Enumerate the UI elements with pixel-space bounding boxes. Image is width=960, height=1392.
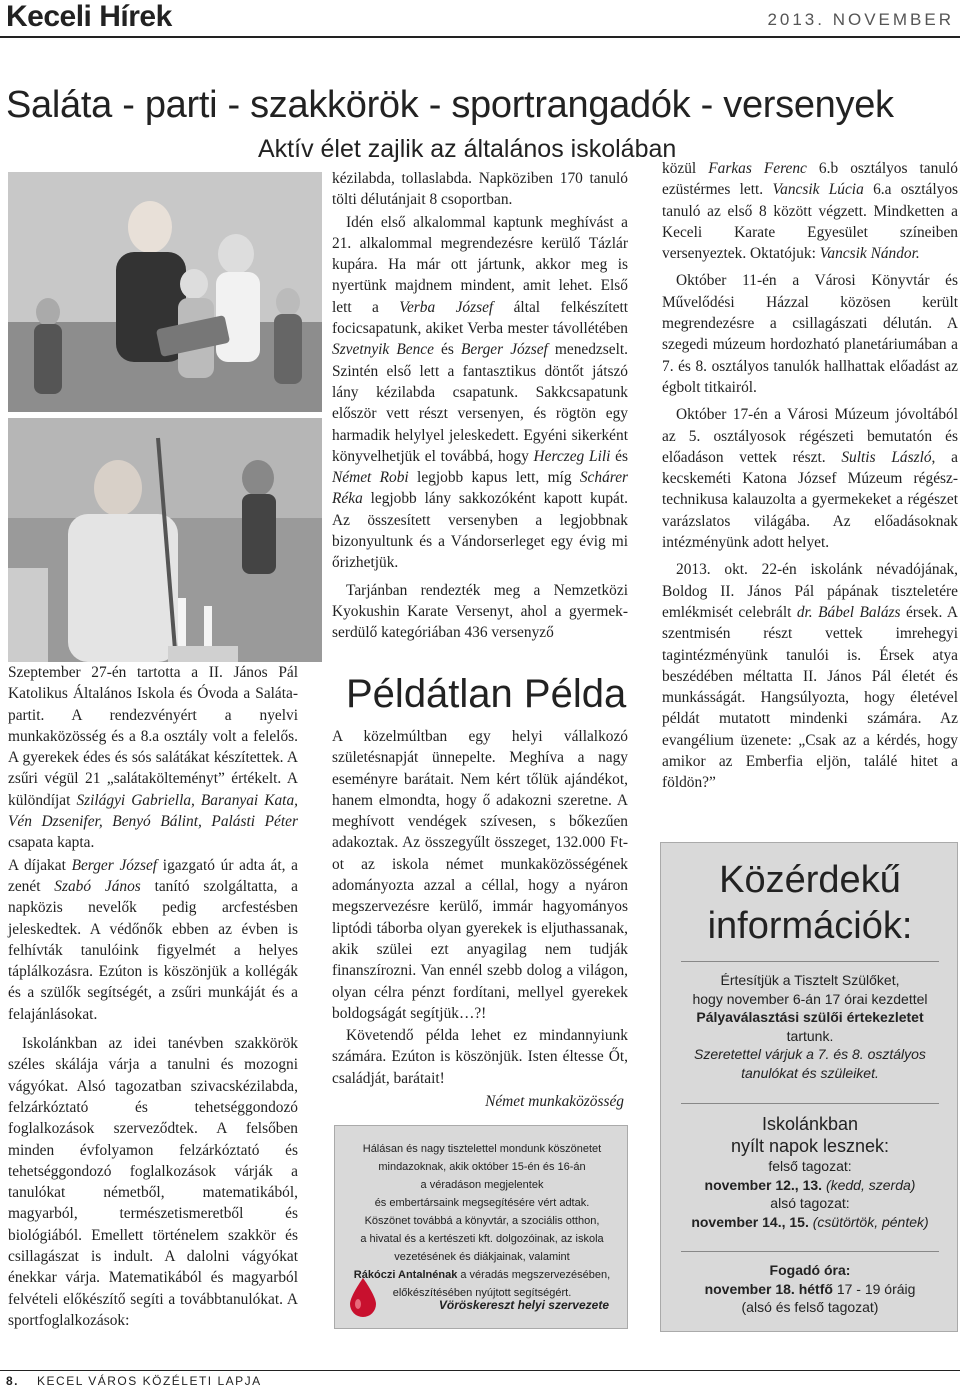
article-pelda xyxy=(332,726,628,1090)
info-line: alsó tagozat: xyxy=(770,1195,850,1211)
text-run: , a kecskeméti Katona József Múzeum régész-technikusa kalauzolta a gyermekeket a régészet varázslatos világába. Az előadásoknak intézményünk adott helyet. xyxy=(662,448,958,552)
divider xyxy=(681,1103,939,1104)
person-name: Német Robi xyxy=(332,469,409,487)
info-line: hogy november 6-án 17 órai kezdettel xyxy=(692,990,928,1007)
blood-drop-icon xyxy=(347,1276,379,1318)
notice-line xyxy=(341,1266,623,1284)
text-run: tanító szolgáltatta, a napközis nevelők pedig arcfestésben jeleskedtek. A védőnők ebben az évben is felhívták tanulóink figyelmét a helyes táplálkozásra. Ezúton is köszönjük a kollégák és a szülők segítségét, a zsűri munkáját és a felajánlásokat. xyxy=(8,877,298,1023)
info-line xyxy=(661,1280,959,1299)
info-line xyxy=(661,1213,959,1232)
open-days-notice xyxy=(661,1113,959,1231)
person-name: Herczeg Lili xyxy=(533,447,611,465)
team-names: Szilágyi Gabriella, Baranyai Kata, Vén Dzsenifer, Benyó Bálint, Palásti Péter xyxy=(8,791,298,831)
info-line: Értesítjük a Tisztelt Szülőket, xyxy=(720,972,900,988)
person-name: Sultis László xyxy=(841,448,932,466)
paragraph-astronomy: Október 11-én a Városi Könyvtár és Művelődési Házzal közösen került megrendezésre a csillagászati délután. A szegedi múzeum hordozható planetáriumában a 7. és 8. osztályos tanulók hallhattak előadást az égbolt titkairól. xyxy=(662,272,958,396)
text-run: és xyxy=(610,447,628,465)
time-text: 17 - 19 óráig xyxy=(832,1280,916,1297)
text-run: és xyxy=(433,341,461,359)
info-line: Pályaválasztási szülői értekezletet xyxy=(696,1009,924,1025)
person-name: Vancsik Lúcia xyxy=(772,181,864,199)
text-run: közül xyxy=(662,160,709,177)
text-run: csapata kapta. xyxy=(8,834,95,852)
photo-salad-party xyxy=(8,172,322,412)
paragraph-museum xyxy=(662,404,958,553)
text-run: a véradás megszervezésében, xyxy=(457,1269,611,1281)
notice-signature: Vöröskereszt helyi szervezete xyxy=(438,1298,609,1312)
notice-line: előkészítésében nyújtott segítségért. xyxy=(392,1287,572,1299)
info-line: felső tagozat: xyxy=(768,1158,852,1174)
photo-salad-party-illustration xyxy=(8,172,322,412)
text-run: érsek. A szentmisén részt vettek imrehegyi tagintézményünk tanulói is. Érsek atya beszédében méltatta II. János Pál életét és munkásságát. Hangsúlyozta, hogy életével példát mutatott mindenki számára. Az evangélium üzenete: „Csak az a kérdés, hogy amikor az Emberfia eljön, találé hitet a földön?” xyxy=(662,603,959,792)
masthead-title: Keceli Hírek xyxy=(6,0,172,33)
notice-line: a véradáson megjelentek xyxy=(420,1179,544,1191)
article-column-2 xyxy=(332,168,628,645)
person-name: Vancsik Nándor. xyxy=(819,245,920,263)
person-name: dr. Bábel Balázs xyxy=(796,603,901,621)
text-run: Szeptember 27-én tartotta a II. János Pál Katolikus Általános Iskola és Óvoda a Saláta-partit. A rendezvényért a nyelvi munkaközösség és a 8.a osztály volt a felelős. A gyerekek édes és sós salátákat készítettek. A zsűri végül 21 „salátakölteményt” értékelt. A különdíjat xyxy=(8,664,298,809)
section-title-pelda: Példátlan Példa xyxy=(346,672,627,716)
paragraph-donation: A közelmúltban egy helyi vállalkozó születésnapját ünnepelte. Meghíva a nagy eseményre barátait. Nem kért tőlük ajándékot, hanem elmondta, hogy ő adakozni szeretne. A meghívott vendégek szívesen, s bőkezűen adakoztak. Az összegyűlt összeget, 132.000 Ft-ot az iskola német munkaközösségének adományozta azzal a céllal, hogy a nyáron megszervezésre kerülő, immár hagyományos liptódi táborba olyan gyerekek is eljuthassanak, akik szülei ezt anyagilag nem tudják finanszírozni. Van ennél szebb dolog a világon, olyan célra pénzt fordítani, mellyel gyerekek boldogságát segítjük…?! xyxy=(332,728,628,1022)
photo-memorial-mass xyxy=(8,418,322,662)
text-run: legjobb kapus lett, míg xyxy=(408,469,580,487)
date-text: november 12., 13. xyxy=(704,1176,823,1193)
info-line: Iskolánkban xyxy=(761,1114,859,1134)
text-run: 2013. okt. 22-én iskolánk névadójának, Boldog II. János Pál pápának tiszteletére emlékmisét celebrált xyxy=(662,561,958,621)
person-name: Berger József xyxy=(71,856,158,874)
notice-line: mindazoknak, akik október 15-én és 16-án xyxy=(378,1161,586,1173)
text-run: legjobb lány sakkozóként kapott kupát. Az összesített versenyben a legjobbnak bizonyultunk és a Vándorserleget egy évig mi őrizhetjük. xyxy=(332,490,628,572)
weekday-text: (csütörtök, péntek) xyxy=(808,1213,929,1230)
photo-memorial-mass-illustration xyxy=(8,418,322,662)
person-name: Szvetnyik Bence xyxy=(332,341,434,359)
person-name: Rákóczi Antalnénak xyxy=(353,1269,458,1281)
publication-name: KECEL VÁROS KÖZÉLETI LAPJA xyxy=(37,1374,262,1388)
info-line: tartunk. xyxy=(786,1027,834,1044)
person-name: Farkas Ferenc xyxy=(708,160,807,177)
notice-text xyxy=(341,1140,623,1302)
person-name: Szabó János xyxy=(54,877,141,895)
page-footer xyxy=(6,1374,262,1388)
info-title-line: Közérdekű xyxy=(719,859,901,901)
article-column-3 xyxy=(662,158,958,795)
info-line: Szeretettel várjuk a 7. és 8. osztályos xyxy=(694,1046,926,1062)
text-run: A díjakat xyxy=(8,856,72,874)
notice-line: és embertársaink megsegítésére vért adtak. xyxy=(374,1197,590,1209)
article-column-1 xyxy=(8,662,298,1332)
info-box-title xyxy=(661,857,959,949)
weekday-text: (kedd, szerda) xyxy=(822,1176,916,1193)
person-name: Verba József xyxy=(399,298,494,316)
text-run: Október 17-én a Városi Múzeum jóvoltából az 5. osztályosok régészeti bemutatón és előadáson vettek részt. xyxy=(662,406,958,466)
article-subheadline: Aktív élet zajlik az általános iskolában xyxy=(258,135,677,163)
paragraph-salad-party xyxy=(8,662,298,854)
notice-line: Hálásan és nagy tisztelettel mondunk köszönetet xyxy=(362,1143,602,1155)
page-number: 8. xyxy=(6,1374,20,1388)
paragraph-clubs: Iskolánkban az idei tanévben szakkörök széles skálája várja a tanulni és mozogni vágyókat. Alsó tagozatban szivacskézilabda, felzárkóztató és tehetséggondozó foglalkozások szerveződtek. A felsőben minden évfolyamon felzárkóztató és tehetséggondozó foglalkozások várják a tanulókat németből, matematikából, magyarból, természetismeretből és biológiából. Emellett történelem szakkör és csillagászat is indult. A dalolni vágyókat énekkar várja. Matematikából és magyarból felvételi előkészítő segíti a továbbtanulókat. A sportfoglalkozások: xyxy=(8,1035,298,1329)
info-title-line: információk: xyxy=(707,905,913,947)
notice-line: a hivatal és a kertészeti kft. dolgozóinak, az iskola xyxy=(360,1233,604,1245)
paragraph-thanks: Követendő példa lehet ez mindannyiunk számára. Ezúton is köszönjük. Isten éltesse Őt, családját, barátait! xyxy=(332,1027,628,1087)
info-line: Fogadó óra: xyxy=(769,1262,851,1278)
text-run: által felkészített focicsapatunk, akiket Verba mester távollétében xyxy=(332,298,628,338)
paragraph-karate-results xyxy=(662,158,958,264)
info-line: (alsó és felső tagozat) xyxy=(741,1299,879,1315)
paragraph-karate: Tarjánban rendezték meg a Nemzetközi Kyokushin Karate Versenyt, ahol a gyermek-serdülő kategóriában 436 versenyző xyxy=(332,581,628,642)
public-info-box xyxy=(660,842,958,1332)
issue-date: 2013. NOVEMBER xyxy=(767,10,954,29)
blood-donation-notice xyxy=(334,1125,628,1329)
article-headline: Saláta - parti - szakkörök - sportrangadók - versenyek xyxy=(6,84,894,126)
masthead xyxy=(0,0,960,38)
parent-meeting-notice xyxy=(661,971,959,1082)
notice-line: Köszönet továbbá a könyvtár, a szociális otthon, xyxy=(364,1215,600,1227)
text-run: 6.b osztályos tanuló ezüstérmes lett. xyxy=(662,160,958,199)
text-run: Idén első alkalommal kaptunk meghívást a 21. alkalommal megrendezésre kerülő Tázlár kupára. Ha már ott jártunk, akkor meg is nyertünk majdnem mindent, amit lehet. Első lett a xyxy=(332,213,628,316)
divider xyxy=(681,961,939,962)
person-name: Schárer Réka xyxy=(332,469,629,508)
text-run: 6.a osztályos tanuló az első 8 között végzett. Mindketten a Keceli Karate Egyesület színeiben versenyeztek. Oktatójuk: xyxy=(662,181,959,263)
date-text: november 14., 15. xyxy=(691,1213,809,1230)
person-name: Berger József xyxy=(460,341,548,359)
text-run: menedzselt. Szintén első lett a fantasztikus döntőt játszó lány kézilabda csapatunk. Sakkcsapatunk először vett részt versenyen, és rögtön egy harmadik helylyel jeleskedett. Egyéni sikerként könyvelhetjük el továbbá, hogy xyxy=(332,341,628,465)
office-hours-notice xyxy=(661,1261,959,1317)
footer-divider xyxy=(0,1370,960,1371)
paragraph-tazlar-cup xyxy=(332,212,628,574)
paragraph-sports: kézilabda, tollaslabda. Napköziben 170 tanuló tölti délutánjait 8 csoportban. xyxy=(332,170,628,209)
pelda-signature: Német munkaközösség xyxy=(485,1093,624,1110)
notice-line: vezetésének és diákjainak, valamint xyxy=(394,1251,570,1263)
date-text: november 18. hétfő xyxy=(704,1280,833,1297)
paragraph-memorial-mass xyxy=(662,559,958,793)
text-run: igazgató úr adta át, a zenét xyxy=(8,856,298,895)
paragraph-awards xyxy=(8,855,298,1025)
info-line: tanulókat és szüleiket. xyxy=(741,1064,879,1081)
divider xyxy=(681,1251,939,1252)
info-line: nyílt napok lesznek: xyxy=(730,1136,890,1156)
info-line xyxy=(661,1176,959,1195)
